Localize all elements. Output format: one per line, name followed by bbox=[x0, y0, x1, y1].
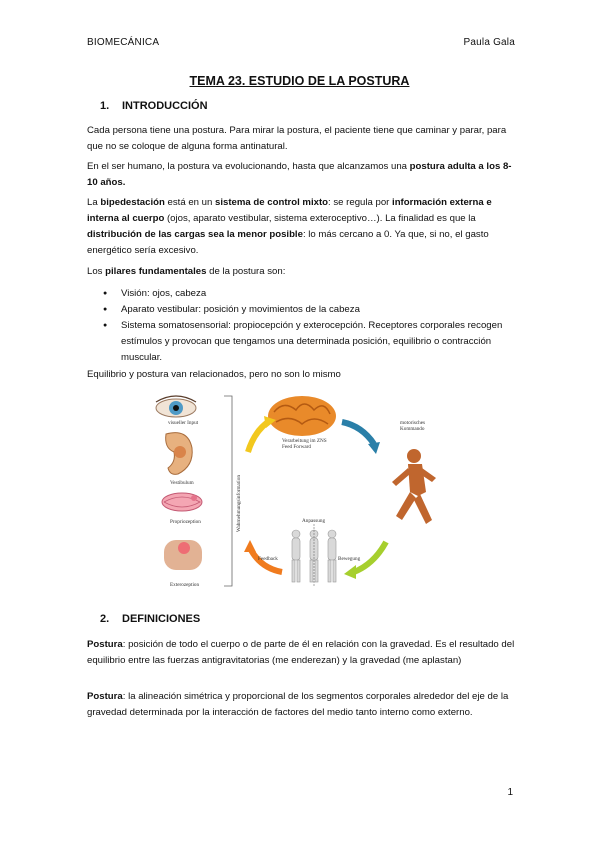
text-span: : lo más cercano a 0. Ya que, si no, el gasto energético sería excesivo. bbox=[87, 229, 489, 256]
text-span: (ojos, aparato vestibular, sistema exteroceptivo…). La finalidad es que la bbox=[164, 213, 476, 224]
label-visual-input: visueller Input bbox=[168, 420, 199, 426]
text-span: : posición de todo el cuerpo o de parte de él en relación con la gravedad. Es el resultado del equilibrio entre las fuerzas antigravitatorias (me enderezan) y la gravedad (me aplastan) bbox=[87, 639, 515, 666]
list-item: ● Sistema somatosensorial: propiocepción y exterocepción. Receptores corporales recogen estímulos y provocan que tengamos una determinada posición, equilibrio o contracción muscular. bbox=[87, 318, 517, 366]
text-span: : se regula por bbox=[328, 197, 393, 208]
header-right: Paula Gala bbox=[463, 37, 515, 48]
label-cns-processing: Verarbeitung im ZNS bbox=[282, 438, 327, 444]
label-motor-command-2: Kommando bbox=[400, 426, 425, 432]
list-item: ● Aparato vestibular: posición y movimientos de la cabeza bbox=[87, 302, 517, 318]
section-heading-intro bbox=[100, 100, 208, 112]
paragraph-intro-4 bbox=[87, 264, 517, 280]
runner-figure-icon bbox=[392, 449, 436, 524]
label-vestibulum: Vestibulum bbox=[170, 480, 194, 486]
section-title: INTRODUCCIÓN bbox=[122, 100, 208, 112]
header-left: BIOMECÁNICA bbox=[87, 37, 160, 48]
section-number: 2. bbox=[100, 613, 110, 625]
bold-text: información externa e interna al cuerpo bbox=[87, 197, 492, 224]
label-perception-info: Wahrnehmungsinformation bbox=[236, 475, 242, 532]
section-heading-definitions bbox=[100, 613, 200, 625]
label-exteroception: Exterozeption bbox=[170, 582, 200, 588]
text-span: : la alineación simétrica y proporcional de los segmentos corporales alrededor del eje de la gravedad determinada por la interacción de factores del medio tanto interno como externo. bbox=[87, 691, 509, 718]
bold-text: postura adulta a los 8-10 años. bbox=[87, 161, 512, 188]
eye-icon bbox=[156, 396, 196, 417]
muscle-spindle-icon bbox=[162, 493, 202, 511]
bold-text: distribución de las cargas sea la menor posible bbox=[87, 229, 303, 240]
bold-text: Postura bbox=[87, 639, 123, 650]
paragraph-intro-3 bbox=[87, 195, 517, 259]
text-span: La bbox=[87, 197, 101, 208]
ear-icon bbox=[166, 433, 193, 475]
label-movement: Bewegung bbox=[338, 556, 361, 562]
paragraph-intro-1: Cada persona tiene una postura. Para mirar la postura, el paciente tiene que caminar y parar, para que no se coloque de alguna forma antinatural. bbox=[87, 125, 507, 152]
bold-text: sistema de control mixto bbox=[215, 197, 329, 208]
section-number: 1. bbox=[100, 100, 110, 112]
list-item: ● Visión: ojos, cabeza bbox=[87, 286, 517, 302]
bold-text: Postura bbox=[87, 691, 123, 702]
label-feed-forward: Feed Forward bbox=[282, 444, 311, 450]
postural-control-figure bbox=[150, 392, 450, 590]
arrow-green-icon bbox=[344, 565, 356, 579]
text-span: Los bbox=[87, 266, 106, 277]
label-feedback: Feedback bbox=[258, 556, 278, 562]
text-span: En el ser humano, la postura va evolucionando, hasta que alcanzamos una bbox=[87, 161, 410, 172]
text-span: está en un bbox=[164, 197, 215, 208]
fingertip-icon bbox=[164, 540, 202, 570]
label-motor-command-1: motorisches bbox=[400, 420, 426, 426]
page-title: TEMA 23. ESTUDIO DE LA POSTURA bbox=[189, 74, 410, 88]
page-number: 1 bbox=[507, 787, 513, 798]
label-adaptation: Anpassung bbox=[302, 518, 326, 524]
bold-text: bipedestación bbox=[100, 197, 165, 208]
brain-icon bbox=[268, 396, 336, 436]
section-title: DEFINICIONES bbox=[122, 613, 201, 625]
definition-2 bbox=[87, 689, 517, 721]
arrow-blue-icon bbox=[368, 442, 380, 454]
pillars-list bbox=[87, 286, 517, 366]
text-span: de la postura son: bbox=[206, 266, 286, 277]
bold-text: pilares fundamentales bbox=[105, 266, 207, 277]
paragraph-intro-2 bbox=[87, 159, 517, 191]
paragraph-intro-5: Equilibrio y postura van relacionados, pero no son lo mismo bbox=[87, 369, 341, 380]
definition-1 bbox=[87, 637, 517, 669]
arrow-orange-icon bbox=[244, 540, 256, 552]
label-proprioception: Propriozeption bbox=[170, 519, 201, 525]
